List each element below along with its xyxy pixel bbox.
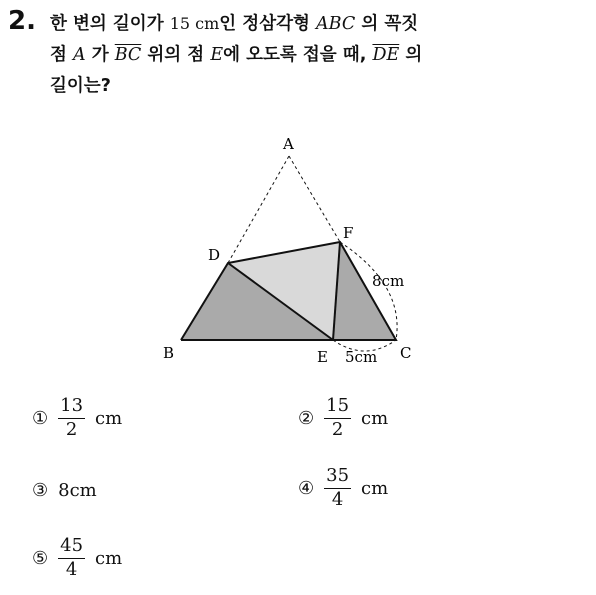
value: 8 [58, 480, 70, 501]
stem-text: 인 정삼각형 [219, 14, 310, 34]
stem-text: 의 꼭짓 [361, 14, 419, 34]
label-c: C [400, 344, 412, 362]
choice-marker: ① [32, 407, 49, 429]
denominator: 4 [331, 488, 344, 510]
label-fc-length: 8cm [372, 272, 405, 290]
segment-de: $\overline{DE}$ [372, 45, 400, 65]
choice-1[interactable] [32, 396, 122, 440]
unit: cm [69, 480, 97, 501]
segment-bc: $\overline{BC}$ [114, 45, 142, 65]
stem-line-3: 길이는? [50, 76, 111, 96]
choice-4[interactable] [298, 466, 388, 510]
fraction [324, 396, 351, 440]
label-ec-length: 5cm [345, 348, 378, 366]
choice-3[interactable] [32, 480, 97, 501]
unit: cm [95, 407, 123, 429]
stem-text: 점 [50, 45, 67, 65]
point-e: E [210, 45, 224, 65]
label-f: F [343, 224, 354, 242]
denominator: 2 [331, 418, 344, 440]
stem-text: 에 오도록 접을 때, [223, 45, 367, 65]
stem-text: 가 [91, 45, 109, 65]
label-e: E [317, 348, 328, 366]
numerator: 15 [324, 396, 351, 419]
choice-5[interactable] [32, 536, 122, 580]
denominator: 2 [65, 418, 78, 440]
choice-value [58, 480, 97, 501]
fraction [324, 466, 351, 510]
choice-marker: ⑤ [32, 547, 49, 569]
choice-marker: ③ [32, 480, 49, 501]
label-a: A [283, 135, 294, 153]
unit: cm [361, 477, 389, 499]
dashed-edge-af [289, 156, 340, 242]
unit: cm [95, 547, 123, 569]
vertex-a: A [73, 45, 86, 65]
unit: cm [361, 407, 389, 429]
numerator: 45 [58, 536, 85, 559]
numerator: 35 [324, 466, 351, 489]
fraction [58, 536, 85, 580]
stem-text: 의 [405, 45, 423, 65]
fraction [58, 396, 85, 440]
dashed-edge-ad [228, 156, 289, 263]
stem-text: 한 변의 길이가 [50, 14, 164, 34]
label-b: B [163, 344, 175, 362]
side-length: 15 cm [169, 14, 220, 33]
choice-marker: ② [298, 407, 315, 429]
label-d: D [208, 246, 221, 264]
stem-text: 위의 점 [147, 45, 205, 65]
denominator: 4 [65, 558, 78, 580]
triangle-name: ABC [316, 14, 356, 34]
choice-marker: ④ [298, 477, 315, 499]
choice-2[interactable] [298, 396, 388, 440]
question-number: 2. [8, 6, 36, 36]
numerator: 13 [58, 396, 85, 419]
